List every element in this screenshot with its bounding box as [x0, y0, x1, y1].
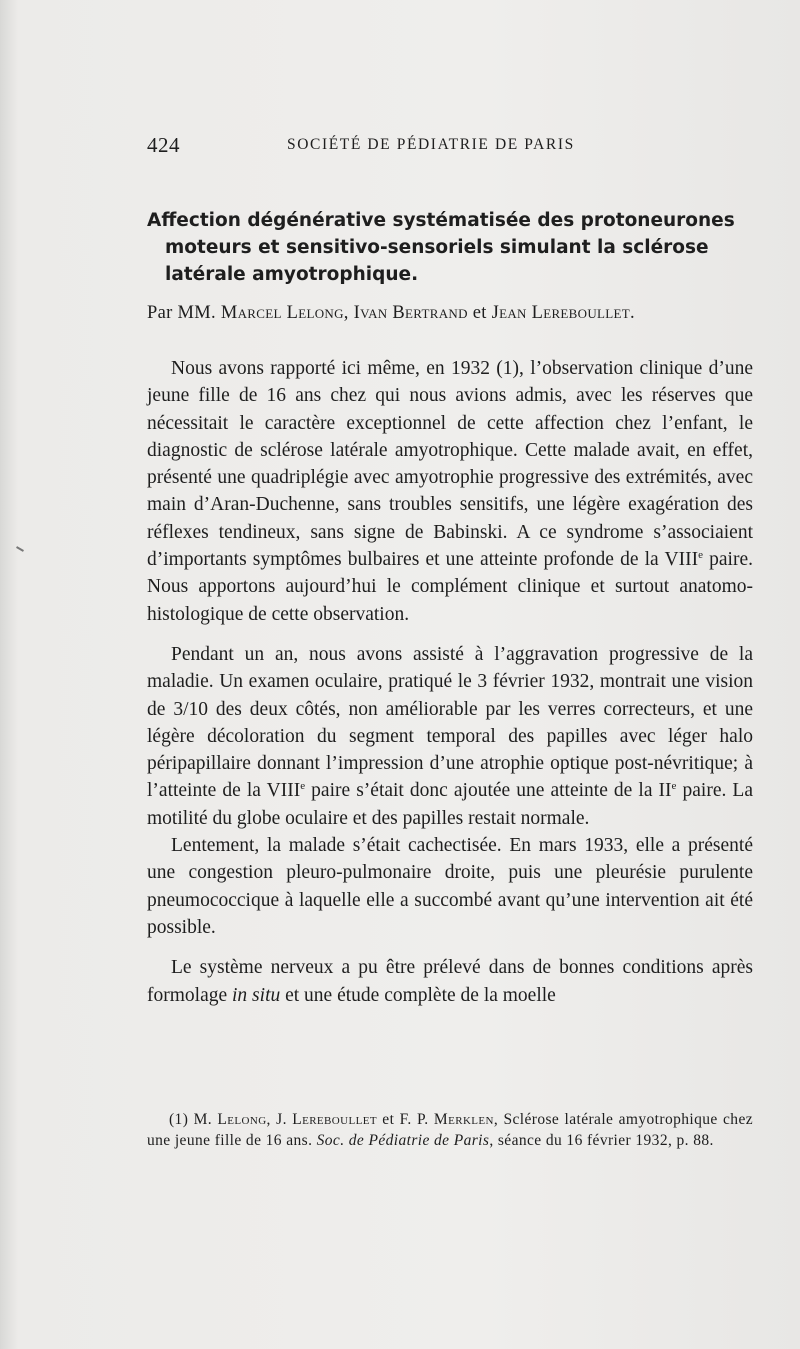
- footnote-author: Lelong: [217, 1111, 267, 1128]
- paragraph: [147, 641, 753, 832]
- superscript: e: [671, 780, 677, 793]
- footnote-author: Merklen: [433, 1111, 494, 1128]
- author-separator: ,: [343, 303, 354, 323]
- footnote-author: Lereboullet: [292, 1111, 377, 1128]
- article-body: [147, 355, 753, 1009]
- footnote-end: , séance du 16 février 1932, p. 88.: [489, 1132, 714, 1149]
- authors-prefix: Par MM.: [147, 303, 221, 323]
- paragraph-text: Nous avons rapporté ici même, en 1932 (1), l’observation clinique d’une jeune fille de 16 ans chez qui nous avions admis, avec les réserves que nécessitait le caractère exceptionnel de cette affection chez l’enfant, le diagnostic de sclérose latérale amyotrophique. Cette malade avait, en effet, présenté une quadriplégie avec amyotrophie progressive des extrémités, avec main d’Aran-Duchenne, sans troubles sensitifs, une légère exagération des réflexes tendineux, sans signe de Babinski. A ce syndrome s’associaient d’importants symptômes bulbaires et une atteinte profonde de la VIII: [147, 358, 753, 571]
- paragraph: [147, 355, 753, 628]
- paragraph-text: paire s’était donc ajoutée une atteinte de la II: [305, 780, 672, 802]
- paragraph-text: Lentement, la malade s’était cachectisée. En mars 1933, elle a présenté une congestion pleuro-pulmonaire droite, puis une pleurésie purulente pneumococcique à laquelle elle a succombé avant qu’une intervention ait été possible.: [147, 835, 753, 938]
- title-line-2: moteurs et sensitivo-sensoriels simulant la sclérose: [165, 237, 709, 258]
- paragraph: [147, 832, 753, 941]
- italic-text: in situ: [232, 984, 281, 1006]
- footnote-separator: , J.: [266, 1111, 293, 1128]
- margin-mark: [16, 546, 24, 552]
- footnote-journal: Soc. de Pédiatrie de Paris: [316, 1132, 490, 1149]
- author-separator: et: [467, 303, 492, 323]
- page-header: [147, 133, 752, 163]
- footnote-text: [147, 1109, 753, 1151]
- title-line-1: Affection dégénérative systématisée des protoneurones: [147, 210, 735, 231]
- superscript: e: [698, 549, 703, 562]
- paragraph-text: Pendant un an, nous avons assisté à l’aggravation progressive de la maladie. Un examen oculaire, pratiqué le 3 février 1932, montrait une vision de 3/10 des deux côtés, non améliorable par les verres correcteurs, et une légère décoloration du segment temporal des papilles avec léger halo péripapillaire donnant l’impression d’une atrophie optique post-névritique; à l’atteinte de la VIII: [147, 643, 753, 802]
- author-name: Ivan Bertrand: [353, 303, 468, 323]
- footnote-marker: (1) M.: [169, 1111, 218, 1128]
- article-title: [147, 207, 755, 288]
- author-name: Marcel Lelong: [220, 303, 344, 323]
- paragraph: [147, 954, 753, 1009]
- superscript: e: [300, 780, 306, 793]
- title-line-3: latérale amyotrophique.: [165, 264, 419, 285]
- footnote: [147, 1109, 753, 1151]
- footnote-citation: , Sclérose latérale amyotrophique chez une jeune fille de 16 ans.: [147, 1111, 754, 1149]
- page-number: 424: [147, 133, 180, 157]
- paragraph-text: paire. La motilité du globe oculaire et des papilles restait normale.: [147, 780, 753, 829]
- paragraph-text: Le système nerveux a pu être prélevé dans de bonnes conditions après formolage: [147, 957, 753, 1006]
- author-name: Jean Lereboullet: [491, 303, 630, 323]
- paragraph-text: paire. Nous apportons aujourd’hui le complément clinique et surtout anatomo-histologique de cette observation.: [147, 549, 753, 625]
- footnote-separator: et F. P.: [376, 1111, 434, 1128]
- authors-end: .: [629, 303, 635, 323]
- article-authors: [147, 303, 757, 324]
- paragraph-text: et une étude complète de la moelle: [280, 984, 556, 1006]
- running-title: SOCIÉTÉ DE PÉDIATRIE DE PARIS: [287, 136, 575, 153]
